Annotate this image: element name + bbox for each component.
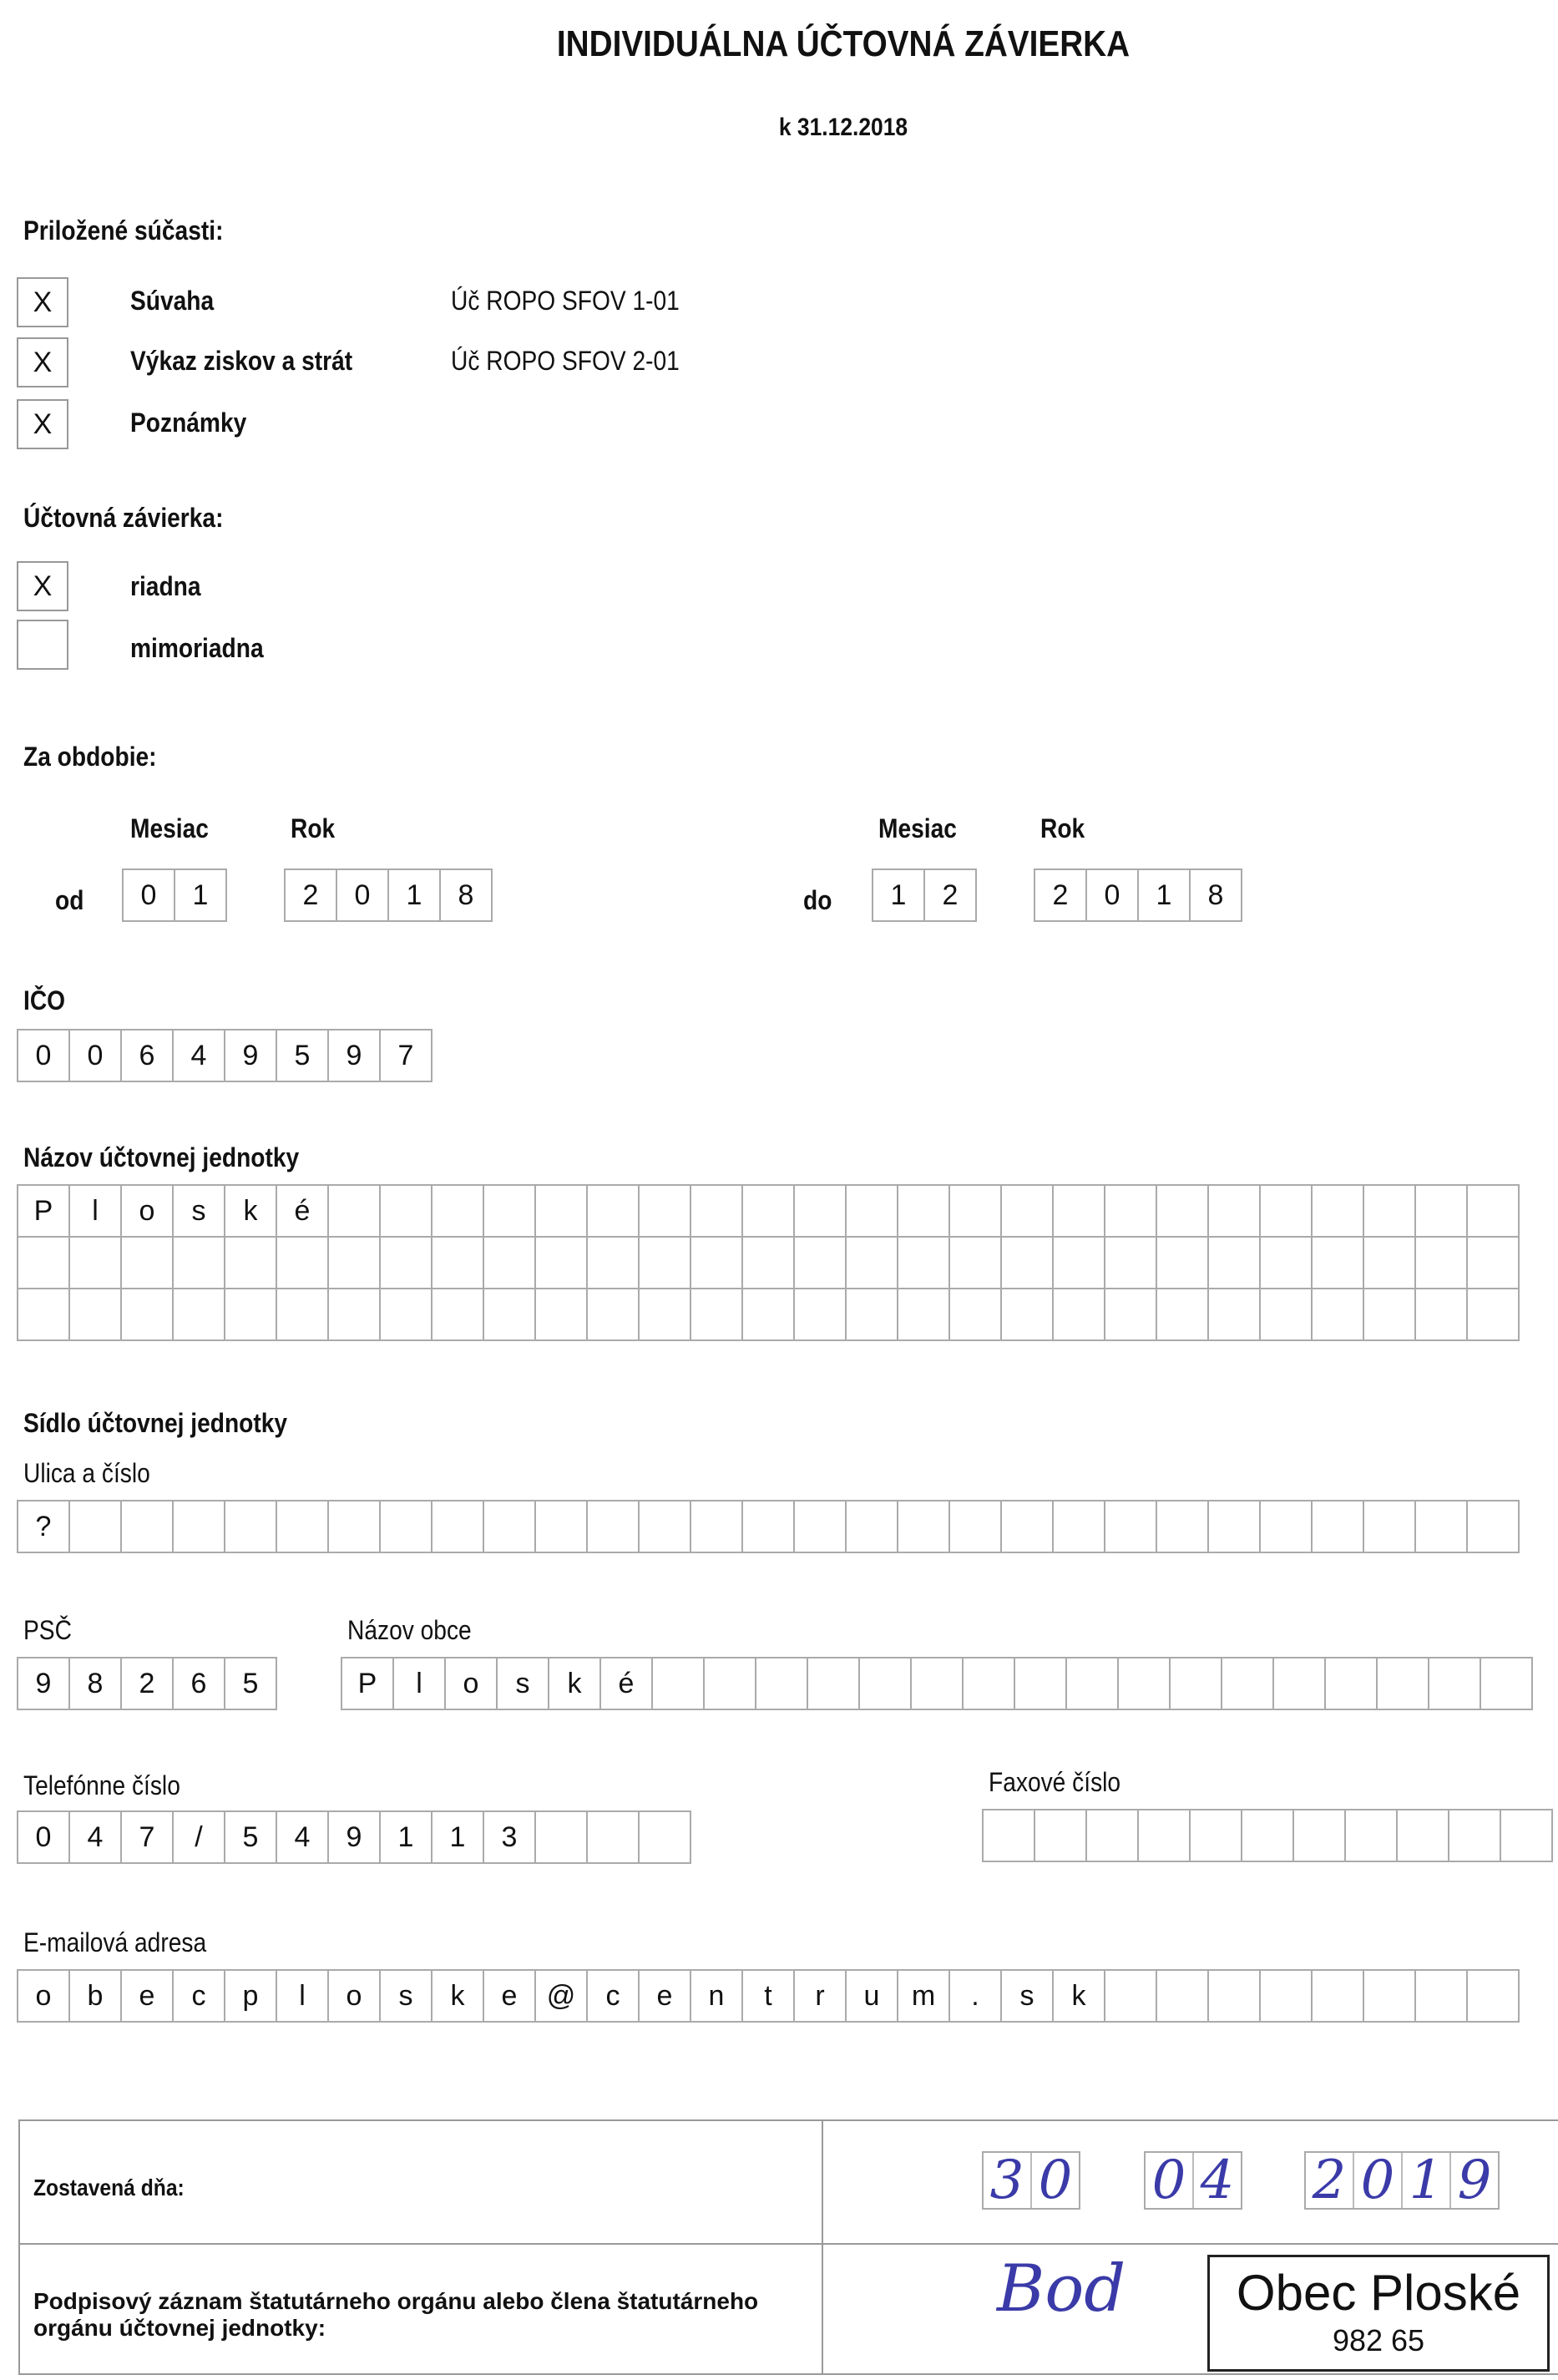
char-cell [793,1184,847,1238]
hand-digit: 0 [1354,2153,1403,2208]
hand-digit: 2 [1306,2153,1354,2208]
char-cell [1207,1288,1261,1341]
char-cell: t [741,1969,795,2023]
char-cell: @ [534,1969,588,2023]
char-cell [1311,1500,1364,1553]
char-cell [1363,1500,1416,1553]
char-cell: . [948,1969,1002,2023]
char-cell [1259,1969,1313,2023]
char-cell [1052,1288,1105,1341]
char-cell [120,1236,174,1289]
char-cell [1189,1809,1242,1862]
char-cell [845,1236,898,1289]
digit-cell: 0 [336,868,389,922]
char-cell [1259,1500,1313,1553]
char-cell: k [431,1969,484,2023]
char-cell [741,1288,795,1341]
char-cell [483,1236,536,1289]
char-cell [483,1184,536,1238]
char-cell [845,1500,898,1553]
char-cell: s [1000,1969,1054,2023]
char-cell [431,1184,484,1238]
char-cell [379,1500,432,1553]
from-label: od [55,885,84,915]
compiled-month[interactable] [1144,2151,1242,2210]
checkbox-vykaz[interactable]: X [17,337,68,387]
char-cell [807,1657,860,1710]
char-cell [1311,1236,1364,1289]
fax-field[interactable] [982,1809,1553,1862]
char-cell [1259,1184,1313,1238]
char-cell [224,1500,277,1553]
char-cell: 2 [120,1657,174,1710]
char-cell [1052,1184,1105,1238]
to-month-label: Mesiac [878,813,957,843]
char-cell: k [1052,1969,1105,2023]
char-cell: c [586,1969,640,2023]
char-cell [1376,1657,1429,1710]
char-cell [534,1810,588,1864]
char-cell [1000,1184,1054,1238]
char-cell: u [845,1969,898,2023]
signature-label: Podpisový záznam štatutárneho orgánu alebo člena štatutárneho orgánu účtovnej jednotky: [33,2288,759,2341]
char-cell: k [548,1657,601,1710]
city-field[interactable] [341,1657,1533,1710]
char-cell [638,1288,691,1341]
char-cell [1085,1809,1139,1862]
email-field[interactable] [17,1969,1520,2023]
phone-field[interactable] [17,1810,691,1864]
page-title: INDIVIDUÁLNA ÚČTOVNÁ ZÁVIERKA [556,23,1131,64]
char-cell [1414,1288,1468,1341]
char-cell [68,1288,122,1341]
char-cell: b [68,1969,122,2023]
char-cell [17,1288,70,1341]
char-cell [1363,1288,1416,1341]
digit-cell: 6 [120,1029,174,1082]
digit-cell: 0 [1085,868,1139,922]
to-year-label: Rok [1040,813,1085,843]
char-cell: p [224,1969,277,2023]
fax-label: Faxové číslo [989,1767,1121,1797]
char-cell [1466,1969,1520,2023]
char-cell [1065,1657,1119,1710]
char-cell [1448,1809,1501,1862]
char-cell [1344,1809,1398,1862]
char-cell: 4 [276,1810,329,1864]
char-cell: m [897,1969,950,2023]
digit-cell: 2 [1034,868,1087,922]
period-heading: Za obdobie: [23,742,157,772]
char-cell [690,1236,743,1289]
char-cell [741,1236,795,1289]
char-cell [1241,1809,1294,1862]
char-cell [327,1184,381,1238]
entity-name-row-2 [17,1236,1520,1289]
char-cell [172,1236,225,1289]
char-cell [638,1810,691,1864]
entity-name-field[interactable] [17,1184,1520,1341]
char-cell: 7 [120,1810,174,1864]
char-cell: ? [17,1500,70,1553]
psc-field[interactable] [17,1657,277,1710]
char-cell [483,1288,536,1341]
char-cell [1500,1809,1553,1862]
char-cell [276,1236,329,1289]
char-cell [1324,1657,1378,1710]
checkbox-mimoriadna[interactable] [17,620,68,670]
ico-field[interactable] [17,1029,432,1082]
char-cell: 1 [431,1810,484,1864]
char-cell [1221,1657,1274,1710]
entity-name-row-1 [17,1184,1520,1238]
char-cell [586,1500,640,1553]
char-cell [1466,1288,1520,1341]
char-cell [276,1288,329,1341]
digit-cell: 1 [872,868,925,922]
char-cell [1311,1288,1364,1341]
char-cell [1000,1288,1054,1341]
char-cell [586,1236,640,1289]
char-cell [910,1657,964,1710]
char-cell [1272,1657,1326,1710]
char-cell: s [496,1657,549,1710]
char-cell [741,1500,795,1553]
email-label: E-mailová adresa [23,1927,207,1957]
char-cell [793,1500,847,1553]
from-month-label: Mesiac [130,813,209,843]
city-label: Názov obce [347,1615,472,1645]
char-cell [120,1500,174,1553]
char-cell [276,1500,329,1553]
char-cell [1480,1657,1533,1710]
char-cell [1259,1236,1313,1289]
char-cell [845,1288,898,1341]
char-cell: P [17,1184,70,1238]
from-year-label: Rok [291,813,336,843]
char-cell [1104,1184,1157,1238]
char-cell [534,1500,588,1553]
char-cell [690,1500,743,1553]
char-cell [327,1288,381,1341]
compiled-year[interactable] [1304,2151,1500,2210]
char-cell: é [599,1657,653,1710]
stamp-code: 982 65 [1332,2323,1425,2357]
stamp-name: Obec Ploské [1236,2265,1521,2321]
char-cell [327,1500,381,1553]
char-cell [741,1184,795,1238]
char-cell: s [172,1184,225,1238]
hand-digit: 9 [1457,2150,1492,2211]
label-suvaha: Súvaha [130,286,215,316]
entity-name-row-3 [17,1288,1520,1341]
signature: Bod [997,2251,1126,2327]
entity-name-label: Názov účtovnej jednotky [23,1142,300,1172]
official-stamp [1207,2255,1550,2372]
char-cell [948,1236,1002,1289]
char-cell [586,1810,640,1864]
digit-cell: 1 [1137,868,1191,922]
char-cell [327,1236,381,1289]
char-cell: 9 [327,1810,381,1864]
char-cell: 3 [483,1810,536,1864]
char-cell [858,1657,912,1710]
char-cell [1137,1809,1191,1862]
char-cell: 6 [172,1657,225,1710]
char-cell [651,1657,705,1710]
char-cell [1156,1969,1209,2023]
digit-cell: 1 [387,868,441,922]
char-cell: e [483,1969,536,2023]
from-year-field[interactable] [284,868,493,922]
char-cell: l [276,1969,329,2023]
char-cell: P [341,1657,394,1710]
signature-table-row-divider [18,2243,1558,2245]
char-cell [68,1500,122,1553]
char-cell [586,1288,640,1341]
hand-digit: 4 [1200,2150,1235,2211]
checkbox-suvaha[interactable]: X [17,277,68,327]
hand-digit: 0 [1038,2150,1073,2211]
char-cell [431,1500,484,1553]
char-cell [1311,1969,1364,2023]
to-label: do [803,885,832,915]
char-cell [379,1236,432,1289]
digit-cell: 4 [172,1029,225,1082]
phone-label: Telefónne číslo [23,1770,180,1800]
char-cell [1104,1969,1157,2023]
char-cell [379,1288,432,1341]
char-cell [431,1288,484,1341]
report-date: k 31.12.2018 [778,114,908,141]
ico-label: IČO [23,985,66,1015]
char-cell: 5 [224,1810,277,1864]
char-cell [1117,1657,1171,1710]
char-cell [638,1500,691,1553]
digit-cell: 2 [284,868,337,922]
char-cell [1363,1184,1416,1238]
digit-cell: 2 [923,868,977,922]
char-cell [1466,1184,1520,1238]
digit-cell: 1 [174,868,227,922]
char-cell [172,1288,225,1341]
char-cell [897,1236,950,1289]
char-cell [690,1184,743,1238]
digit-cell: 5 [276,1029,329,1082]
char-cell [897,1500,950,1553]
char-cell: r [793,1969,847,2023]
char-cell [120,1288,174,1341]
char-cell [1000,1236,1054,1289]
char-cell [897,1288,950,1341]
from-month-field[interactable] [122,868,227,922]
digit-cell: 8 [439,868,493,922]
char-cell [68,1236,122,1289]
char-cell: l [68,1184,122,1238]
digit-cell: 0 [68,1029,122,1082]
char-cell [1259,1288,1313,1341]
char-cell [534,1288,588,1341]
char-cell [703,1657,756,1710]
street-label: Ulica a číslo [23,1458,150,1488]
checkbox-poznamky[interactable]: X [17,399,68,449]
char-cell: é [276,1184,329,1238]
hand-digit: 1 [1403,2153,1451,2208]
to-year-field[interactable] [1034,868,1242,922]
char-cell [1414,1236,1468,1289]
char-cell [1156,1184,1209,1238]
char-cell [690,1288,743,1341]
to-month-field[interactable] [872,868,977,922]
char-cell [638,1236,691,1289]
digit-cell: 9 [327,1029,381,1082]
char-cell [1207,1969,1261,2023]
char-cell: k [224,1184,277,1238]
digit-cell: 0 [122,868,175,922]
char-cell [1207,1500,1261,1553]
char-cell: e [638,1969,691,2023]
hand-digit: 3 [984,2153,1032,2208]
char-cell [1052,1500,1105,1553]
label-mimoriadna: mimoriadna [130,633,264,663]
label-vykaz: Výkaz ziskov a strát [130,346,353,376]
char-cell [1428,1657,1481,1710]
code-suvaha: Úč ROPO SFOV 1-01 [451,286,680,316]
char-cell [638,1184,691,1238]
char-cell: c [172,1969,225,2023]
char-cell: 1 [379,1810,432,1864]
digit-cell: 0 [17,1029,70,1082]
char-cell [982,1809,1035,1862]
char-cell [1000,1500,1054,1553]
char-cell [431,1236,484,1289]
label-poznamky: Poznámky [130,408,247,438]
char-cell [1414,1500,1468,1553]
char-cell [1311,1184,1364,1238]
compiled-day[interactable] [982,2151,1080,2210]
char-cell [1396,1809,1449,1862]
char-cell [224,1288,277,1341]
char-cell [1292,1809,1346,1862]
char-cell [172,1500,225,1553]
char-cell [1414,1184,1468,1238]
char-cell [948,1184,1002,1238]
attachments-heading: Priložené súčasti: [23,215,224,246]
char-cell [1052,1236,1105,1289]
char-cell [1104,1288,1157,1341]
code-vykaz: Úč ROPO SFOV 2-01 [451,346,680,376]
char-cell: 9 [17,1657,70,1710]
char-cell: s [379,1969,432,2023]
digit-cell: 9 [224,1029,277,1082]
char-cell: o [120,1184,174,1238]
char-cell [1414,1969,1468,2023]
char-cell [948,1288,1002,1341]
char-cell [1104,1236,1157,1289]
char-cell: e [120,1969,174,2023]
char-cell [1363,1236,1416,1289]
char-cell [483,1500,536,1553]
char-cell: o [327,1969,381,2023]
street-field[interactable] [17,1500,1520,1553]
label-riadna: riadna [130,571,201,601]
char-cell [948,1500,1002,1553]
seat-heading: Sídlo účtovnej jednotky [23,1408,288,1438]
char-cell: 8 [68,1657,122,1710]
char-cell [1156,1500,1209,1553]
char-cell [897,1184,950,1238]
char-cell [586,1184,640,1238]
compiled-label: Zostavená dňa: [33,2175,185,2200]
char-cell [224,1236,277,1289]
digit-cell: 7 [379,1029,432,1082]
char-cell [1156,1236,1209,1289]
char-cell [1207,1236,1261,1289]
closing-type-heading: Účtovná závierka: [23,503,224,533]
signature-table-divider [822,2119,823,2375]
char-cell [379,1184,432,1238]
char-cell: l [392,1657,446,1710]
char-cell [755,1657,808,1710]
char-cell [1169,1657,1222,1710]
hand-digit: 0 [1146,2153,1194,2208]
char-cell [1156,1288,1209,1341]
char-cell [1014,1657,1067,1710]
char-cell [793,1236,847,1289]
char-cell: 0 [17,1810,70,1864]
char-cell: / [172,1810,225,1864]
psc-label: PSČ [23,1615,72,1645]
char-cell [793,1288,847,1341]
char-cell [1466,1500,1520,1553]
char-cell: 5 [224,1657,277,1710]
char-cell [1363,1969,1416,2023]
char-cell [962,1657,1015,1710]
char-cell: o [444,1657,498,1710]
char-cell [1466,1236,1520,1289]
checkbox-riadna[interactable]: X [17,561,68,611]
char-cell [845,1184,898,1238]
char-cell: o [17,1969,70,2023]
char-cell [1207,1184,1261,1238]
char-cell: 4 [68,1810,122,1864]
char-cell [534,1184,588,1238]
char-cell [17,1236,70,1289]
char-cell [1034,1809,1087,1862]
char-cell: n [690,1969,743,2023]
char-cell [534,1236,588,1289]
char-cell [1104,1500,1157,1553]
digit-cell: 8 [1189,868,1242,922]
